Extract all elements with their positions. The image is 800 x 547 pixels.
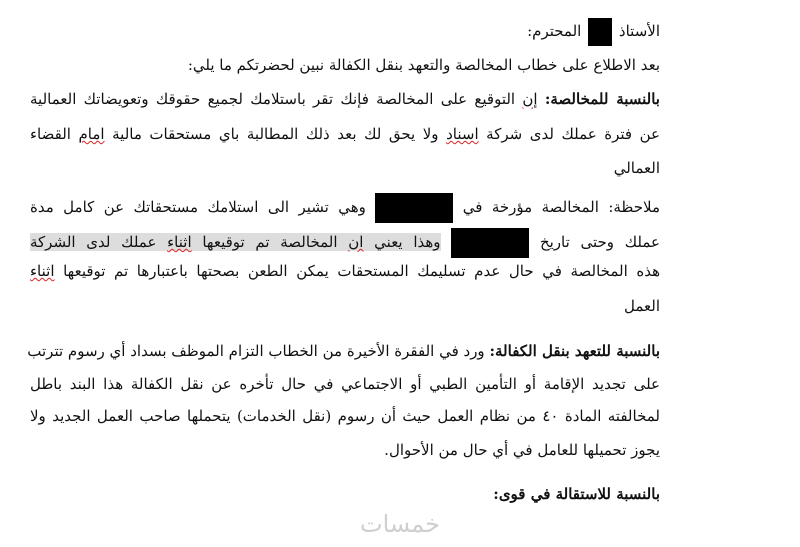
note-text-2b: وهذا يعني — [374, 233, 441, 251]
redacted-date — [375, 193, 453, 223]
p1-heading: بالنسبة للمخالصة: — [544, 90, 660, 108]
redacted-name — [588, 18, 612, 46]
note-text-1b: وهي تشير الى استلامك مستحقاتك عن كامل مدة — [30, 198, 366, 216]
p1-line-1 — [30, 89, 660, 109]
p1-text-2c: ولا يحق لك بعد ذلك المطالبة باي مستحقات مالية — [112, 125, 439, 143]
p1-word-en: إن — [522, 90, 538, 108]
note-text-2f: عملك لدى الشركة — [30, 233, 157, 251]
p2-text-4: يجوز تحميلها للعامل في أي حال من الأحوال. — [384, 441, 660, 459]
intro-line — [30, 55, 660, 75]
note-text-2a: عملك وحتى تاريخ — [539, 233, 660, 251]
note-text-3a: هذه المخالصة في حال عدم تسليمك المستحقات يمكن الطعن بصحتها باعتبارها تم توقيعها — [63, 262, 660, 280]
p2-text-1: ورد في الفقرة الأخيرة من الخطاب التزام الموظف بسداد أي رسوم تترتب — [27, 342, 485, 360]
note-text-2d: المخالصة تم توقيعها — [202, 233, 338, 251]
p2-line-4 — [30, 440, 660, 460]
intro-text: بعد الاطلاع على خطاب المخالصة والتعهد بنقل الكفالة نبين لحضرتكم ما يلي: — [187, 56, 660, 74]
note-word-athnaa: اثناء — [167, 233, 192, 251]
p1-text-2a: عن فترة عملك لدى شركة — [486, 125, 660, 143]
greeting-line — [30, 18, 660, 46]
p1-text-3: العمالي — [613, 159, 660, 177]
redacted-date-2 — [451, 228, 529, 258]
p2-text-2: على تجديد الإقامة أو التأمين الطبي أو الاجتماعي في حال تأخره عن نقل الكفالة هذا البند باطل — [30, 375, 660, 393]
p1-line-3 — [30, 158, 660, 178]
p2-line-2 — [30, 374, 660, 394]
p2-line-1 — [27, 341, 660, 361]
p1-word-isnad: اسناد — [446, 125, 479, 143]
note-line-3 — [30, 261, 660, 281]
p1-text-1: التوقيع على المخالصة فإنك تقر باستلامك لجميع حقوقك وتعويضاتك العمالية — [30, 90, 516, 108]
note-line-1 — [30, 193, 660, 223]
note-line-4 — [30, 296, 660, 316]
greeting-prefix: الأستاذ — [618, 22, 660, 40]
p1-text-2e: القضاء — [30, 125, 71, 143]
greeting-suffix: المحترم: — [527, 22, 582, 40]
p3-heading: بالنسبة للاستقالة في قوى: — [493, 485, 660, 503]
note-text-4: العمل — [623, 297, 660, 315]
p1-word-amam: امام — [78, 125, 105, 143]
note-line-2 — [30, 228, 660, 258]
note-text-1a: ملاحظة: المخالصة مؤرخة في — [462, 198, 660, 216]
p2-line-3 — [30, 406, 660, 426]
note-word-athnaa-2: اثناء — [30, 262, 55, 280]
p3-heading-line — [30, 484, 660, 504]
watermark-logo: خمسات — [359, 510, 441, 538]
document-page — [27, 0, 660, 547]
p2-text-3: لمخالفته المادة ٤٠ من نظام العمل حيث أن رسوم (نقل الخدمات) يتحملها صاحب العمل الجديد ولا — [30, 407, 660, 425]
p1-line-2 — [30, 124, 660, 144]
p2-heading: بالنسبة للتعهد بنقل الكفالة: — [489, 342, 660, 360]
note-word-an: ان — [348, 233, 364, 251]
